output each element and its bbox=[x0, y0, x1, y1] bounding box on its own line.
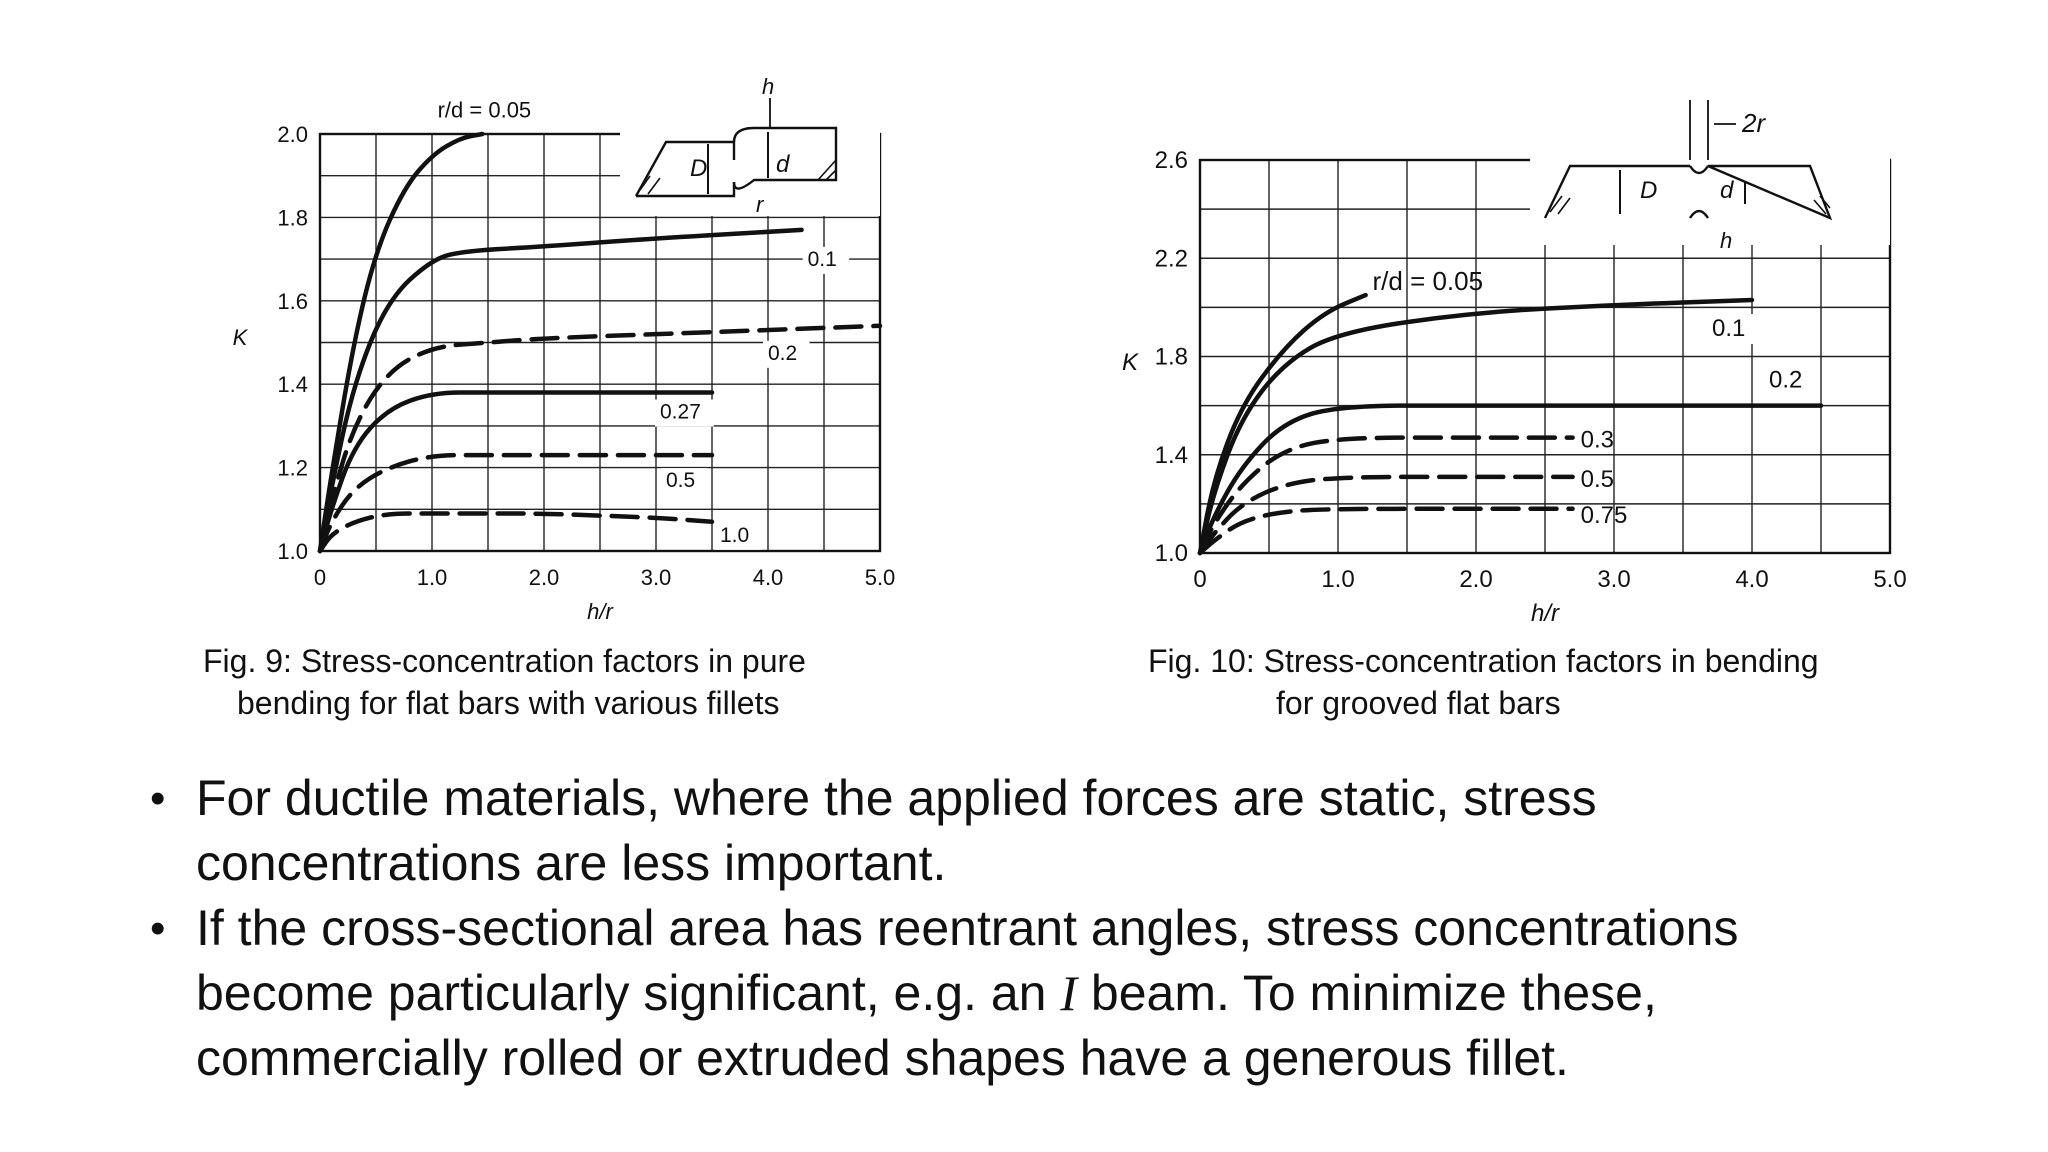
fig9-inset-label-r: r bbox=[756, 192, 764, 217]
bullet-item bbox=[150, 766, 1910, 896]
bullet-text-start: If the cross-sectional area has reentrant angles, stress concentrations become particularly significant, e.g. an bbox=[196, 900, 1739, 1021]
fig10-x-tick-label: 0 bbox=[1193, 566, 1207, 593]
fig10-y-tick-label: 2.6 bbox=[1154, 147, 1188, 174]
fig10-series-3-curve bbox=[1200, 406, 1821, 553]
fig9-y-tick-label: 1.0 bbox=[277, 539, 308, 564]
fig9-y-tick-label: 2.0 bbox=[277, 122, 308, 147]
fig10-inset-label-d: d bbox=[1720, 177, 1734, 204]
fig9-caption-line2: bending for flat bars with various fillets bbox=[237, 685, 780, 721]
fig10-series-6-label: 0.75 bbox=[1580, 501, 1628, 529]
fig9-series-5-label: 0.5 bbox=[666, 469, 696, 493]
fig10-caption-line2: for grooved flat bars bbox=[1276, 685, 1561, 721]
fig10-y-tick-label: 1.0 bbox=[1154, 540, 1188, 567]
fig9-series-4-label: 0.27 bbox=[660, 400, 701, 424]
fig9-x-axis-label: h/r bbox=[587, 599, 613, 624]
fig9-series-1-label: r/d = 0.05 bbox=[437, 97, 532, 123]
fig9-y-tick-label: 1.4 bbox=[277, 372, 308, 398]
fig10-y-tick-label: 1.4 bbox=[1154, 441, 1188, 469]
fig9-caption-line1: Fig. 9: Stress-concentration factors in pure bbox=[203, 643, 806, 679]
fig10-x-tick-label: 2.0 bbox=[1459, 566, 1493, 593]
fig9-series-6-curve bbox=[320, 514, 712, 552]
bullet-text-end: beam. To minimize these, commercially rolled or extruded shapes have a generous fillet. bbox=[196, 965, 1657, 1086]
i-beam-symbol: I bbox=[1060, 965, 1077, 1021]
fig9-inset-label-d: d bbox=[776, 151, 790, 178]
fig9-y-tick-label: 1.8 bbox=[277, 205, 308, 231]
fig10-series-5-curve bbox=[1200, 477, 1573, 553]
fig10-x-tick-label: 5.0 bbox=[1873, 566, 1907, 593]
fig10-inset-label-D: D bbox=[1640, 177, 1658, 204]
fig10-series-3-label: 0.2 bbox=[1769, 366, 1803, 394]
fig9-inset-label-D: D bbox=[690, 155, 708, 182]
fig10-x-tick-label: 1.0 bbox=[1321, 566, 1355, 593]
fig10-x-tick-label: 3.0 bbox=[1597, 566, 1631, 593]
fig9-inset-label-h: h bbox=[762, 74, 775, 99]
fig10-x-axis-label: h/r bbox=[1530, 600, 1560, 627]
fig10-y-tick-label: 2.2 bbox=[1154, 245, 1188, 273]
fig9-x-tick-label: 2.0 bbox=[528, 565, 560, 590]
fig10-x-tick-label: 4.0 bbox=[1735, 566, 1769, 593]
bullet-item bbox=[150, 896, 1910, 1091]
fig9-series-5-curve bbox=[320, 455, 712, 551]
fig10-series-6-curve bbox=[1200, 509, 1573, 553]
fig10-inset-label-h: h bbox=[1720, 228, 1733, 253]
fig9-caption bbox=[203, 640, 806, 724]
fig9-chart bbox=[0, 0, 1000, 640]
fig10-series-5-label: 0.5 bbox=[1580, 465, 1614, 493]
figure-10 bbox=[1020, 0, 2048, 640]
figure-9 bbox=[0, 0, 1000, 640]
fig9-series-6-label: 1.0 bbox=[720, 523, 750, 547]
fig9-series-3-label: 0.2 bbox=[768, 341, 798, 365]
fig9-series-2-label: 0.1 bbox=[807, 247, 837, 271]
fig9-x-tick-label: 4.0 bbox=[752, 565, 784, 590]
fig9-x-tick-label: 5.0 bbox=[864, 565, 896, 590]
fig10-y-tick-label: 1.8 bbox=[1154, 343, 1188, 371]
fig10-caption bbox=[1148, 640, 1819, 724]
fig10-series-2-label: 0.1 bbox=[1712, 315, 1746, 343]
bullet-list bbox=[150, 766, 1910, 1091]
fig9-x-tick-label: 3.0 bbox=[640, 565, 672, 590]
fig9-y-axis-label: K bbox=[232, 325, 248, 350]
fig10-series-1-label: r/d = 0.05 bbox=[1372, 266, 1484, 297]
fig10-y-axis-label: K bbox=[1121, 349, 1139, 376]
fig9-y-tick-label: 1.6 bbox=[277, 288, 308, 314]
fig10-chart bbox=[1020, 0, 2048, 640]
fig10-caption-line1: Fig. 10: Stress-concentration factors in bending bbox=[1148, 643, 1819, 679]
fig10-inset-label-2r: 2r bbox=[1742, 108, 1766, 138]
bullet-text: For ductile materials, where the applied forces are static, stress concentrations are less important. bbox=[196, 770, 1597, 891]
fig9-x-tick-label: 0 bbox=[313, 565, 327, 590]
fig10-series-4-label: 0.3 bbox=[1580, 426, 1614, 454]
fig9-x-tick-label: 1.0 bbox=[416, 565, 448, 590]
fig9-y-tick-label: 1.2 bbox=[277, 455, 308, 481]
fig10-inset-background bbox=[1530, 100, 1890, 245]
